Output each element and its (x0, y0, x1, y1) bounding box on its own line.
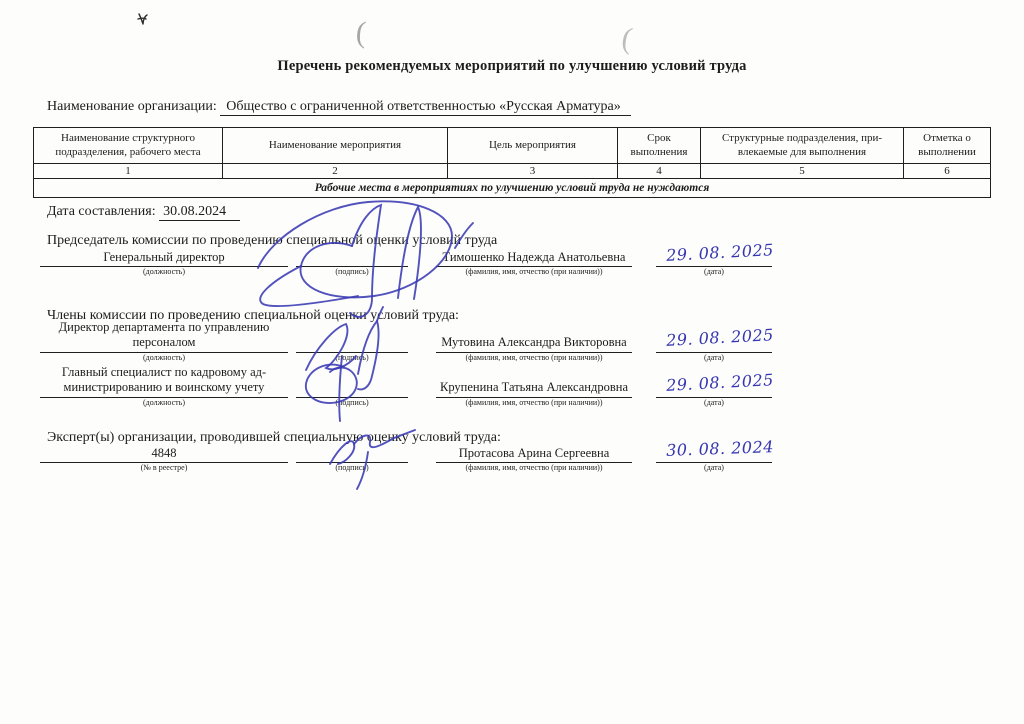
name-field (436, 446, 632, 473)
table-note-row (34, 179, 991, 198)
person-name: Мутовина Александра Викторовна (436, 335, 632, 352)
handwritten-date: 29. 08. 2025 (665, 325, 775, 350)
position-field (40, 250, 288, 277)
organization-label: Наименование организации: (47, 99, 217, 114)
signature-label: (подпись) (335, 463, 369, 473)
position-field (40, 365, 288, 407)
members-heading: Члены комиссии по проведению специальной оценки условий труда: (47, 308, 459, 323)
person-name: Тимошенко Надежда Анатольевна (436, 250, 632, 267)
signature-row-member-2 (40, 365, 780, 407)
organization-line (47, 99, 631, 115)
table-header-row (34, 128, 991, 164)
col-number: 5 (701, 164, 904, 179)
signature-field (296, 380, 408, 407)
date-field (656, 436, 775, 473)
signature-label: (подпись) (335, 352, 369, 362)
date-field (656, 239, 775, 277)
position-field (40, 320, 288, 362)
no-measures-note: Рабочие места в мероприятиях по улучшению условий труда не нуждаются (34, 179, 991, 198)
signature-field (296, 446, 408, 473)
name-field (436, 250, 632, 277)
position-line1: Директор департамента по управлению (58, 320, 270, 334)
date-field (656, 325, 775, 362)
position-label: (должность) (143, 352, 185, 362)
col-number: 6 (904, 164, 991, 179)
signature-field (296, 335, 408, 362)
name-field (436, 335, 632, 362)
position-label: (должность) (143, 267, 185, 277)
handwritten-date: 29. 08. 2025 (665, 239, 775, 265)
signature-label: (подпись) (335, 267, 369, 277)
position-line1: Главный специалист по кадровому ад- (61, 365, 267, 379)
person-name: Протасова Арина Сергеевна (436, 446, 632, 463)
col-header-purpose: Цель мероприятия (448, 128, 618, 164)
compile-date-value: 30.08.2024 (159, 204, 240, 221)
registry-number-label: (№ в реестре) (140, 463, 188, 473)
col-header-completion-mark: Отметка о выполнении (904, 128, 991, 164)
signature-row-member-1 (40, 320, 780, 362)
handwritten-date: 30. 08. 2024 (665, 436, 775, 460)
experts-heading: Эксперт(ы) организации, проводившей специальную оценку условий труда: (47, 430, 501, 445)
person-name: Крупенина Татьяна Александровна (436, 380, 632, 397)
name-field (436, 380, 632, 407)
compile-date-label: Дата составления: (47, 204, 156, 219)
scan-mark-icon (136, 13, 150, 32)
col-header-deadline: Срок выполнения (618, 128, 701, 164)
registry-number: 4848 (151, 446, 177, 460)
name-label: (фамилия, имя, отчество (при наличии)) (465, 463, 603, 473)
name-label: (фамилия, имя, отчество (при наличии)) (465, 352, 603, 362)
compile-date-line (47, 204, 240, 220)
name-label: (фамилия, имя, отчество (при наличии)) (465, 267, 603, 277)
handwritten-date: 29. 08. 2025 (665, 370, 775, 395)
date-field (656, 370, 775, 407)
date-label: (дата) (704, 267, 724, 277)
name-label: (фамилия, имя, отчество (при наличии)) (465, 397, 603, 407)
position-line2: министрированию и воинскому учету (63, 380, 265, 395)
organization-name: Общество с ограниченной ответственностью «Русская Арматура» (220, 99, 630, 116)
scan-paren-artifact: ( (354, 15, 368, 50)
date-label: (дата) (704, 352, 724, 362)
col-number: 2 (223, 164, 448, 179)
position-line2: персоналом (132, 335, 196, 350)
registry-number-field (40, 446, 288, 473)
table-number-row (34, 164, 991, 179)
date-label: (дата) (704, 463, 724, 473)
col-header-involved-units: Структурные подразделения, при-влекаемые для выполнения (701, 128, 904, 164)
signature-field (296, 250, 408, 277)
position-line1: Генеральный директор (103, 250, 225, 264)
col-number: 1 (34, 164, 223, 179)
document-title: Перечень рекомендуемых мероприятий по улучшению условий труда (277, 58, 747, 74)
date-label: (дата) (704, 397, 724, 407)
chairman-heading: Председатель комиссии по проведению специальной оценки условий труда (47, 233, 498, 248)
signature-label: (подпись) (335, 397, 369, 407)
position-label: (должность) (143, 397, 185, 407)
scan-paren-artifact: ( (619, 21, 635, 56)
measures-table (33, 127, 991, 198)
col-header-measure: Наименование мероприятия (223, 128, 448, 164)
col-number: 3 (448, 164, 618, 179)
col-number: 4 (618, 164, 701, 179)
col-header-department: Наименование структурного подразделения, рабочего места (34, 128, 223, 164)
